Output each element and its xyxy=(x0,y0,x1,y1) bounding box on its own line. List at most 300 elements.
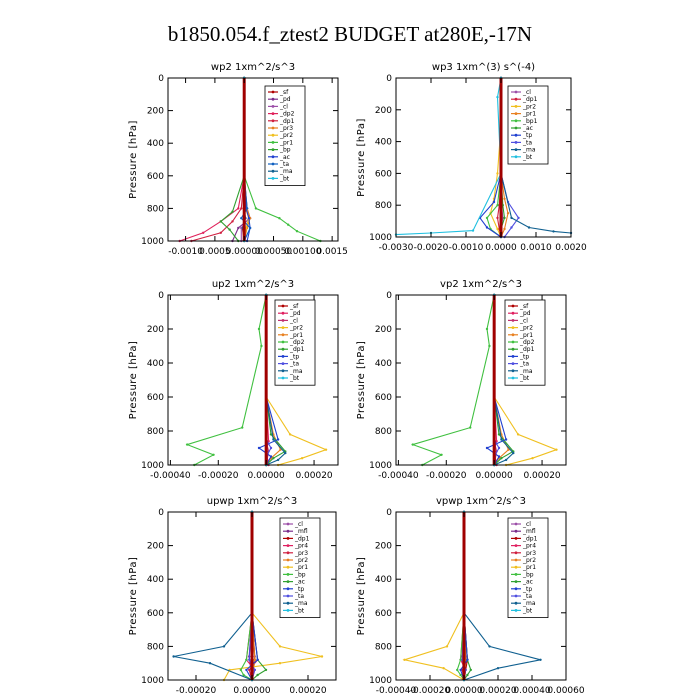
series-point xyxy=(531,457,533,459)
series-point xyxy=(505,438,507,440)
legend-entry: _pr2 xyxy=(520,324,534,332)
y-tick-label: 0 xyxy=(386,508,392,518)
y-tick-label: 0 xyxy=(158,291,164,301)
series-line-dp1 xyxy=(191,78,244,241)
legend-marker xyxy=(287,609,290,612)
legend-marker xyxy=(282,377,285,380)
legend-entry: _pr1 xyxy=(520,331,534,339)
x-tick-label: -0.00040 xyxy=(375,686,417,696)
legend-marker xyxy=(287,587,290,590)
x-tick-label: 0.00020 xyxy=(289,686,327,696)
y-tick-label: 400 xyxy=(374,359,392,369)
y-tick-label: 800 xyxy=(146,427,164,437)
y-tick-label: 1000 xyxy=(369,233,392,243)
legend-marker xyxy=(515,537,518,540)
x-tick-label: 0.00020 xyxy=(295,471,333,481)
legend-entry: _bt xyxy=(280,175,290,183)
x-tick-label: 0.0020 xyxy=(555,243,587,253)
series-point xyxy=(186,443,188,445)
legend-marker xyxy=(272,163,275,166)
x-tick-label: -0.00020 xyxy=(198,471,239,481)
legend-entry: _mfl xyxy=(295,528,308,536)
legend-marker xyxy=(512,369,515,372)
legend-marker xyxy=(515,523,518,526)
x-tick-label: -0.00020 xyxy=(409,686,451,696)
series-point xyxy=(209,662,211,664)
legend-entry: _pr2 xyxy=(295,557,309,564)
series-point xyxy=(456,669,458,671)
panel-5 xyxy=(128,496,336,696)
legend-entry: _cl xyxy=(295,521,303,528)
legend-marker xyxy=(282,312,285,315)
series-point xyxy=(486,328,488,330)
series-point xyxy=(265,669,267,671)
legend-entry: _pr2 xyxy=(290,324,304,332)
series-point xyxy=(254,669,256,671)
y-tick-label: 1000 xyxy=(141,237,164,247)
legend-marker xyxy=(512,377,515,380)
series-point xyxy=(496,228,498,230)
panel-4 xyxy=(356,279,566,481)
y-axis-label: Pressure [hPa] xyxy=(356,340,367,420)
legend-marker xyxy=(515,134,518,137)
y-tick-label: 600 xyxy=(374,169,392,180)
legend-entry: _ta xyxy=(290,360,300,368)
legend-marker xyxy=(515,112,518,115)
y-tick-label: 400 xyxy=(374,137,392,148)
series-point xyxy=(277,459,279,461)
legend-marker xyxy=(515,155,518,158)
legend-entry: _dp1 xyxy=(520,346,535,354)
legend-marker xyxy=(272,91,275,94)
legend-marker xyxy=(287,551,290,554)
legend-entry: _mfl xyxy=(523,528,536,536)
legend-entry: _bp1 xyxy=(523,117,538,125)
y-axis-label: Pressure [hPa] xyxy=(128,120,139,199)
series-point xyxy=(500,438,502,440)
series-point xyxy=(246,207,248,209)
legend-entry: _pd xyxy=(280,96,291,104)
legend-marker xyxy=(282,319,285,322)
x-tick-label: 0.00050 xyxy=(254,247,293,257)
legend-entry: _bt xyxy=(523,153,533,161)
legend-entry: _pd xyxy=(520,310,531,318)
legend-marker xyxy=(515,595,518,598)
legend-marker xyxy=(515,609,518,612)
y-tick-label: 1000 xyxy=(141,461,164,471)
y-tick-label: 400 xyxy=(146,359,164,369)
legend-marker xyxy=(272,141,275,144)
series-point xyxy=(446,645,448,647)
y-tick-label: 200 xyxy=(146,541,164,552)
x-tick-label: -0.00020 xyxy=(426,471,467,481)
legend-marker xyxy=(272,105,275,108)
legend-entry: _ac xyxy=(523,578,533,586)
legend-entry: _bt xyxy=(295,607,305,615)
series-point xyxy=(486,217,488,219)
legend-entry: _ac xyxy=(523,125,533,132)
series-point xyxy=(245,669,247,671)
legend-marker xyxy=(272,170,275,173)
legend-marker xyxy=(515,119,518,122)
y-tick-label: 0 xyxy=(158,74,164,84)
series-point xyxy=(220,220,222,222)
legend-entry: _dp1 xyxy=(295,535,310,543)
series-line-dp2 xyxy=(180,78,245,241)
y-tick-label: 1000 xyxy=(141,676,164,686)
series-point xyxy=(539,659,541,661)
series-point xyxy=(241,426,243,428)
series-point xyxy=(496,217,498,219)
y-tick-label: 0 xyxy=(386,291,392,301)
legend-marker xyxy=(515,587,518,590)
legend-entry: _tp xyxy=(290,353,300,361)
series-line-bp xyxy=(241,512,252,680)
series-point xyxy=(512,452,514,454)
legend-entry: _ta xyxy=(280,161,290,168)
series-line-ma xyxy=(174,512,252,680)
series-point xyxy=(237,207,239,209)
x-tick-label: -0.00020 xyxy=(175,686,217,696)
series-point xyxy=(237,227,239,229)
series-point xyxy=(301,457,303,459)
series-point xyxy=(228,228,230,230)
series-line-dp2 xyxy=(413,295,494,465)
figure-title: b1850.054.f_ztest2 BUDGET at280E,-17N xyxy=(167,22,533,46)
legend-entry: _ma xyxy=(280,168,293,176)
legend-entry: _dp2 xyxy=(280,110,295,118)
series-point xyxy=(270,447,272,449)
series-point xyxy=(289,433,291,435)
legend-entry: _dp2 xyxy=(290,339,305,346)
y-tick-label: 800 xyxy=(374,201,392,212)
series-point xyxy=(486,447,488,449)
legend-entry: _cl xyxy=(523,521,531,528)
series-point xyxy=(270,455,272,457)
series-point xyxy=(412,443,414,445)
x-tick-label: -0.0010 xyxy=(168,247,203,257)
legend-marker xyxy=(512,333,515,336)
legend-marker xyxy=(287,544,290,547)
y-tick-label: 200 xyxy=(374,105,392,116)
legend-marker xyxy=(515,127,518,130)
series-point xyxy=(503,217,505,219)
y-tick-label: 200 xyxy=(146,106,164,117)
series-point xyxy=(555,449,557,451)
y-tick-label: 400 xyxy=(374,575,392,586)
series-point xyxy=(248,669,250,671)
series-point xyxy=(510,226,512,228)
x-tick-label: 0.00000 xyxy=(475,471,513,481)
x-tick-label: 0.0015 xyxy=(316,247,348,257)
legend-entry: _pr4 xyxy=(523,542,537,550)
legend-entry: _pr1 xyxy=(523,564,537,572)
y-tick-label: 600 xyxy=(146,393,164,403)
legend-entry: _pr3 xyxy=(280,125,294,132)
legend-entry: _sf xyxy=(280,89,289,96)
legend-entry: _bt xyxy=(523,607,533,615)
panel-title: vpwp 1xm^2/s^3 xyxy=(435,496,527,507)
series-point xyxy=(510,217,512,219)
legend-entry: _ma xyxy=(520,367,533,375)
legend-entry: _cl xyxy=(520,317,528,325)
x-tick-label: -0.0020 xyxy=(413,243,449,253)
legend-marker xyxy=(282,341,285,344)
legend-entry: _cl xyxy=(280,103,288,111)
series-point xyxy=(500,457,502,459)
legend-entry: _dp2 xyxy=(520,339,535,346)
series-point xyxy=(212,454,214,456)
legend-entry: _pr1 xyxy=(523,110,537,118)
y-tick-label: 400 xyxy=(146,575,164,586)
panel-title: wp3 1xm^(3) s^(-4) xyxy=(431,62,536,73)
x-tick-label: 0.00000 xyxy=(233,686,271,696)
legend-entry: _cl xyxy=(290,317,298,325)
legend-marker xyxy=(515,544,518,547)
legend-entry: _cl xyxy=(523,89,531,96)
legend-entry: _ac xyxy=(280,153,290,161)
series-point xyxy=(255,207,257,209)
series-point xyxy=(223,645,225,647)
legend-marker xyxy=(515,148,518,151)
legend-marker xyxy=(282,362,285,365)
legend-entry: _ma xyxy=(523,146,536,154)
legend-entry: _ac xyxy=(295,578,305,586)
y-axis-label: Pressure [hPa] xyxy=(356,556,367,636)
series-point xyxy=(488,345,490,347)
legend-marker xyxy=(515,573,518,576)
series-point xyxy=(278,217,280,219)
series-point xyxy=(254,659,256,661)
x-tick-label: 0.00000 xyxy=(445,686,483,696)
series-point xyxy=(240,207,242,209)
series-point xyxy=(440,454,442,456)
legend-entry: _pr3 xyxy=(523,549,537,557)
series-point xyxy=(469,426,471,428)
series-point xyxy=(325,449,327,451)
y-tick-label: 600 xyxy=(374,393,392,403)
y-tick-label: 0 xyxy=(386,74,392,84)
legend-marker xyxy=(515,98,518,101)
legend-marker xyxy=(272,127,275,130)
legend-marker xyxy=(515,551,518,554)
legend-marker xyxy=(272,112,275,115)
panel-2 xyxy=(356,62,587,253)
series-point xyxy=(507,212,509,214)
legend-marker xyxy=(287,559,290,562)
legend-entry: _bp xyxy=(523,571,534,579)
series-point xyxy=(472,229,474,231)
legend-marker xyxy=(512,341,515,344)
legend-entry: _dp1 xyxy=(523,535,538,543)
y-tick-label: 1000 xyxy=(369,676,392,686)
legend-marker xyxy=(272,98,275,101)
legend-marker xyxy=(287,537,290,540)
series-point xyxy=(231,211,233,213)
legend-entry: _bt xyxy=(290,375,300,382)
series-point xyxy=(517,217,519,219)
y-tick-label: 800 xyxy=(374,427,392,437)
legend-marker xyxy=(287,602,290,605)
legend-marker xyxy=(515,105,518,108)
series-point xyxy=(248,217,250,219)
panel-title: wp2 1xm^2/s^3 xyxy=(210,62,296,73)
legend-entry: _pr2 xyxy=(523,557,537,564)
y-tick-label: 600 xyxy=(374,608,392,619)
series-point xyxy=(277,438,279,440)
x-tick-label: 0.00020 xyxy=(479,686,517,696)
legend-marker xyxy=(512,348,515,351)
x-tick-label: 0.00100 xyxy=(284,247,322,257)
panel-title: upwp 1xm^2/s^3 xyxy=(206,496,298,507)
series-point xyxy=(240,217,242,219)
series-point xyxy=(498,447,500,449)
legend-entry: _ta xyxy=(295,593,305,600)
panel-1 xyxy=(128,62,348,257)
legend-marker xyxy=(515,91,518,94)
legend-entry: _ta xyxy=(520,360,530,368)
series-point xyxy=(505,459,507,461)
x-tick-label: 0.0005 xyxy=(199,247,231,257)
series-point xyxy=(258,447,260,449)
series-point xyxy=(496,204,498,206)
series-point xyxy=(493,201,495,203)
series-point xyxy=(459,674,461,676)
x-tick-label: 0.00000 xyxy=(225,247,263,257)
series-point xyxy=(240,669,242,671)
series-point xyxy=(503,228,505,230)
legend-marker xyxy=(512,355,515,358)
legend-entry: _sf xyxy=(520,303,529,310)
legend-marker xyxy=(282,355,285,358)
legend-entry: _bp xyxy=(280,146,291,154)
legend-entry: _bp xyxy=(295,571,306,579)
legend-marker xyxy=(512,319,515,322)
x-tick-label: 0.00060 xyxy=(547,686,585,696)
panel-3 xyxy=(128,279,338,481)
legend-marker xyxy=(512,362,515,365)
y-tick-label: 200 xyxy=(146,325,164,335)
series-line-pr1 xyxy=(405,512,465,680)
y-axis-label: Pressure [hPa] xyxy=(128,556,139,636)
legend-entry: _pd xyxy=(290,310,301,318)
legend-marker xyxy=(515,566,518,569)
y-axis-label: Pressure [hPa] xyxy=(356,118,367,197)
legend-entry: _tp xyxy=(520,353,530,361)
x-tick-label: -0.00040 xyxy=(150,471,191,481)
legend-entry: _tp xyxy=(295,585,305,593)
x-tick-label: -0.0010 xyxy=(448,243,484,253)
series-point xyxy=(249,227,251,229)
legend-marker xyxy=(282,369,285,372)
x-tick-label: 0.00040 xyxy=(513,686,551,696)
series-point xyxy=(459,669,461,671)
legend-marker xyxy=(515,580,518,583)
legend-entry: _ma xyxy=(523,600,536,608)
series-point xyxy=(272,457,274,459)
legend-marker xyxy=(512,312,515,315)
series-point xyxy=(403,659,405,661)
panel-6 xyxy=(356,496,585,696)
legend-marker xyxy=(287,573,290,576)
legend-marker xyxy=(272,119,275,122)
y-tick-label: 200 xyxy=(374,541,392,552)
series-point xyxy=(528,226,530,228)
series-point xyxy=(442,667,444,669)
legend-entry: _pr2 xyxy=(280,132,294,140)
series-point xyxy=(498,455,500,457)
legend-entry: _pr1 xyxy=(290,331,304,339)
series-line-pr2 xyxy=(491,78,502,237)
legend-marker xyxy=(282,305,285,308)
legend-marker xyxy=(272,134,275,137)
series-point xyxy=(284,452,286,454)
legend-entry: _pr1 xyxy=(280,139,294,147)
series-point xyxy=(466,674,468,676)
y-tick-label: 600 xyxy=(146,608,164,619)
series-point xyxy=(256,659,258,661)
legend-marker xyxy=(287,595,290,598)
series-point xyxy=(258,328,260,330)
series-line-dp2 xyxy=(187,295,266,465)
legend-marker xyxy=(282,333,285,336)
legend-marker xyxy=(272,148,275,151)
series-point xyxy=(466,659,468,661)
legend-entry: _pr2 xyxy=(523,103,537,111)
series-point xyxy=(172,655,174,657)
series-point xyxy=(296,230,298,232)
y-tick-label: 800 xyxy=(146,642,164,653)
legend-entry: _ta xyxy=(523,139,533,147)
series-line-bp xyxy=(221,78,244,241)
plot-frame xyxy=(168,78,338,241)
legend-marker xyxy=(287,566,290,569)
series-point xyxy=(552,230,554,232)
series-point xyxy=(488,645,490,647)
x-tick-label: -0.00040 xyxy=(378,471,419,481)
legend-entry: _ma xyxy=(295,600,308,608)
legend-marker xyxy=(512,305,515,308)
legend-marker xyxy=(272,177,275,180)
legend-marker xyxy=(272,155,275,158)
legend-entry: _dp1 xyxy=(280,117,295,125)
series-point xyxy=(248,659,250,661)
y-tick-label: 600 xyxy=(146,171,164,182)
legend-entry: _ma xyxy=(290,367,303,375)
series-point xyxy=(486,226,488,228)
legend-entry: _sf xyxy=(290,303,299,310)
y-tick-label: 800 xyxy=(374,642,392,653)
series-point xyxy=(503,198,505,200)
x-tick-label: 0.0010 xyxy=(520,243,552,253)
legend-marker xyxy=(287,530,290,533)
y-tick-label: 1000 xyxy=(369,461,392,471)
x-tick-label: 0.00000 xyxy=(247,471,285,481)
series-point xyxy=(517,433,519,435)
series-point xyxy=(256,674,258,676)
series-point xyxy=(231,220,233,222)
series-point xyxy=(497,667,499,669)
legend-marker xyxy=(515,559,518,562)
legend-entry: _ta xyxy=(523,593,533,600)
legend-entry: _dp1 xyxy=(290,346,305,354)
legend-marker xyxy=(287,523,290,526)
series-point xyxy=(496,96,498,98)
legend-marker xyxy=(515,602,518,605)
legend-entry: _tp xyxy=(523,585,533,593)
series-point xyxy=(279,662,281,664)
series-point xyxy=(496,172,498,174)
